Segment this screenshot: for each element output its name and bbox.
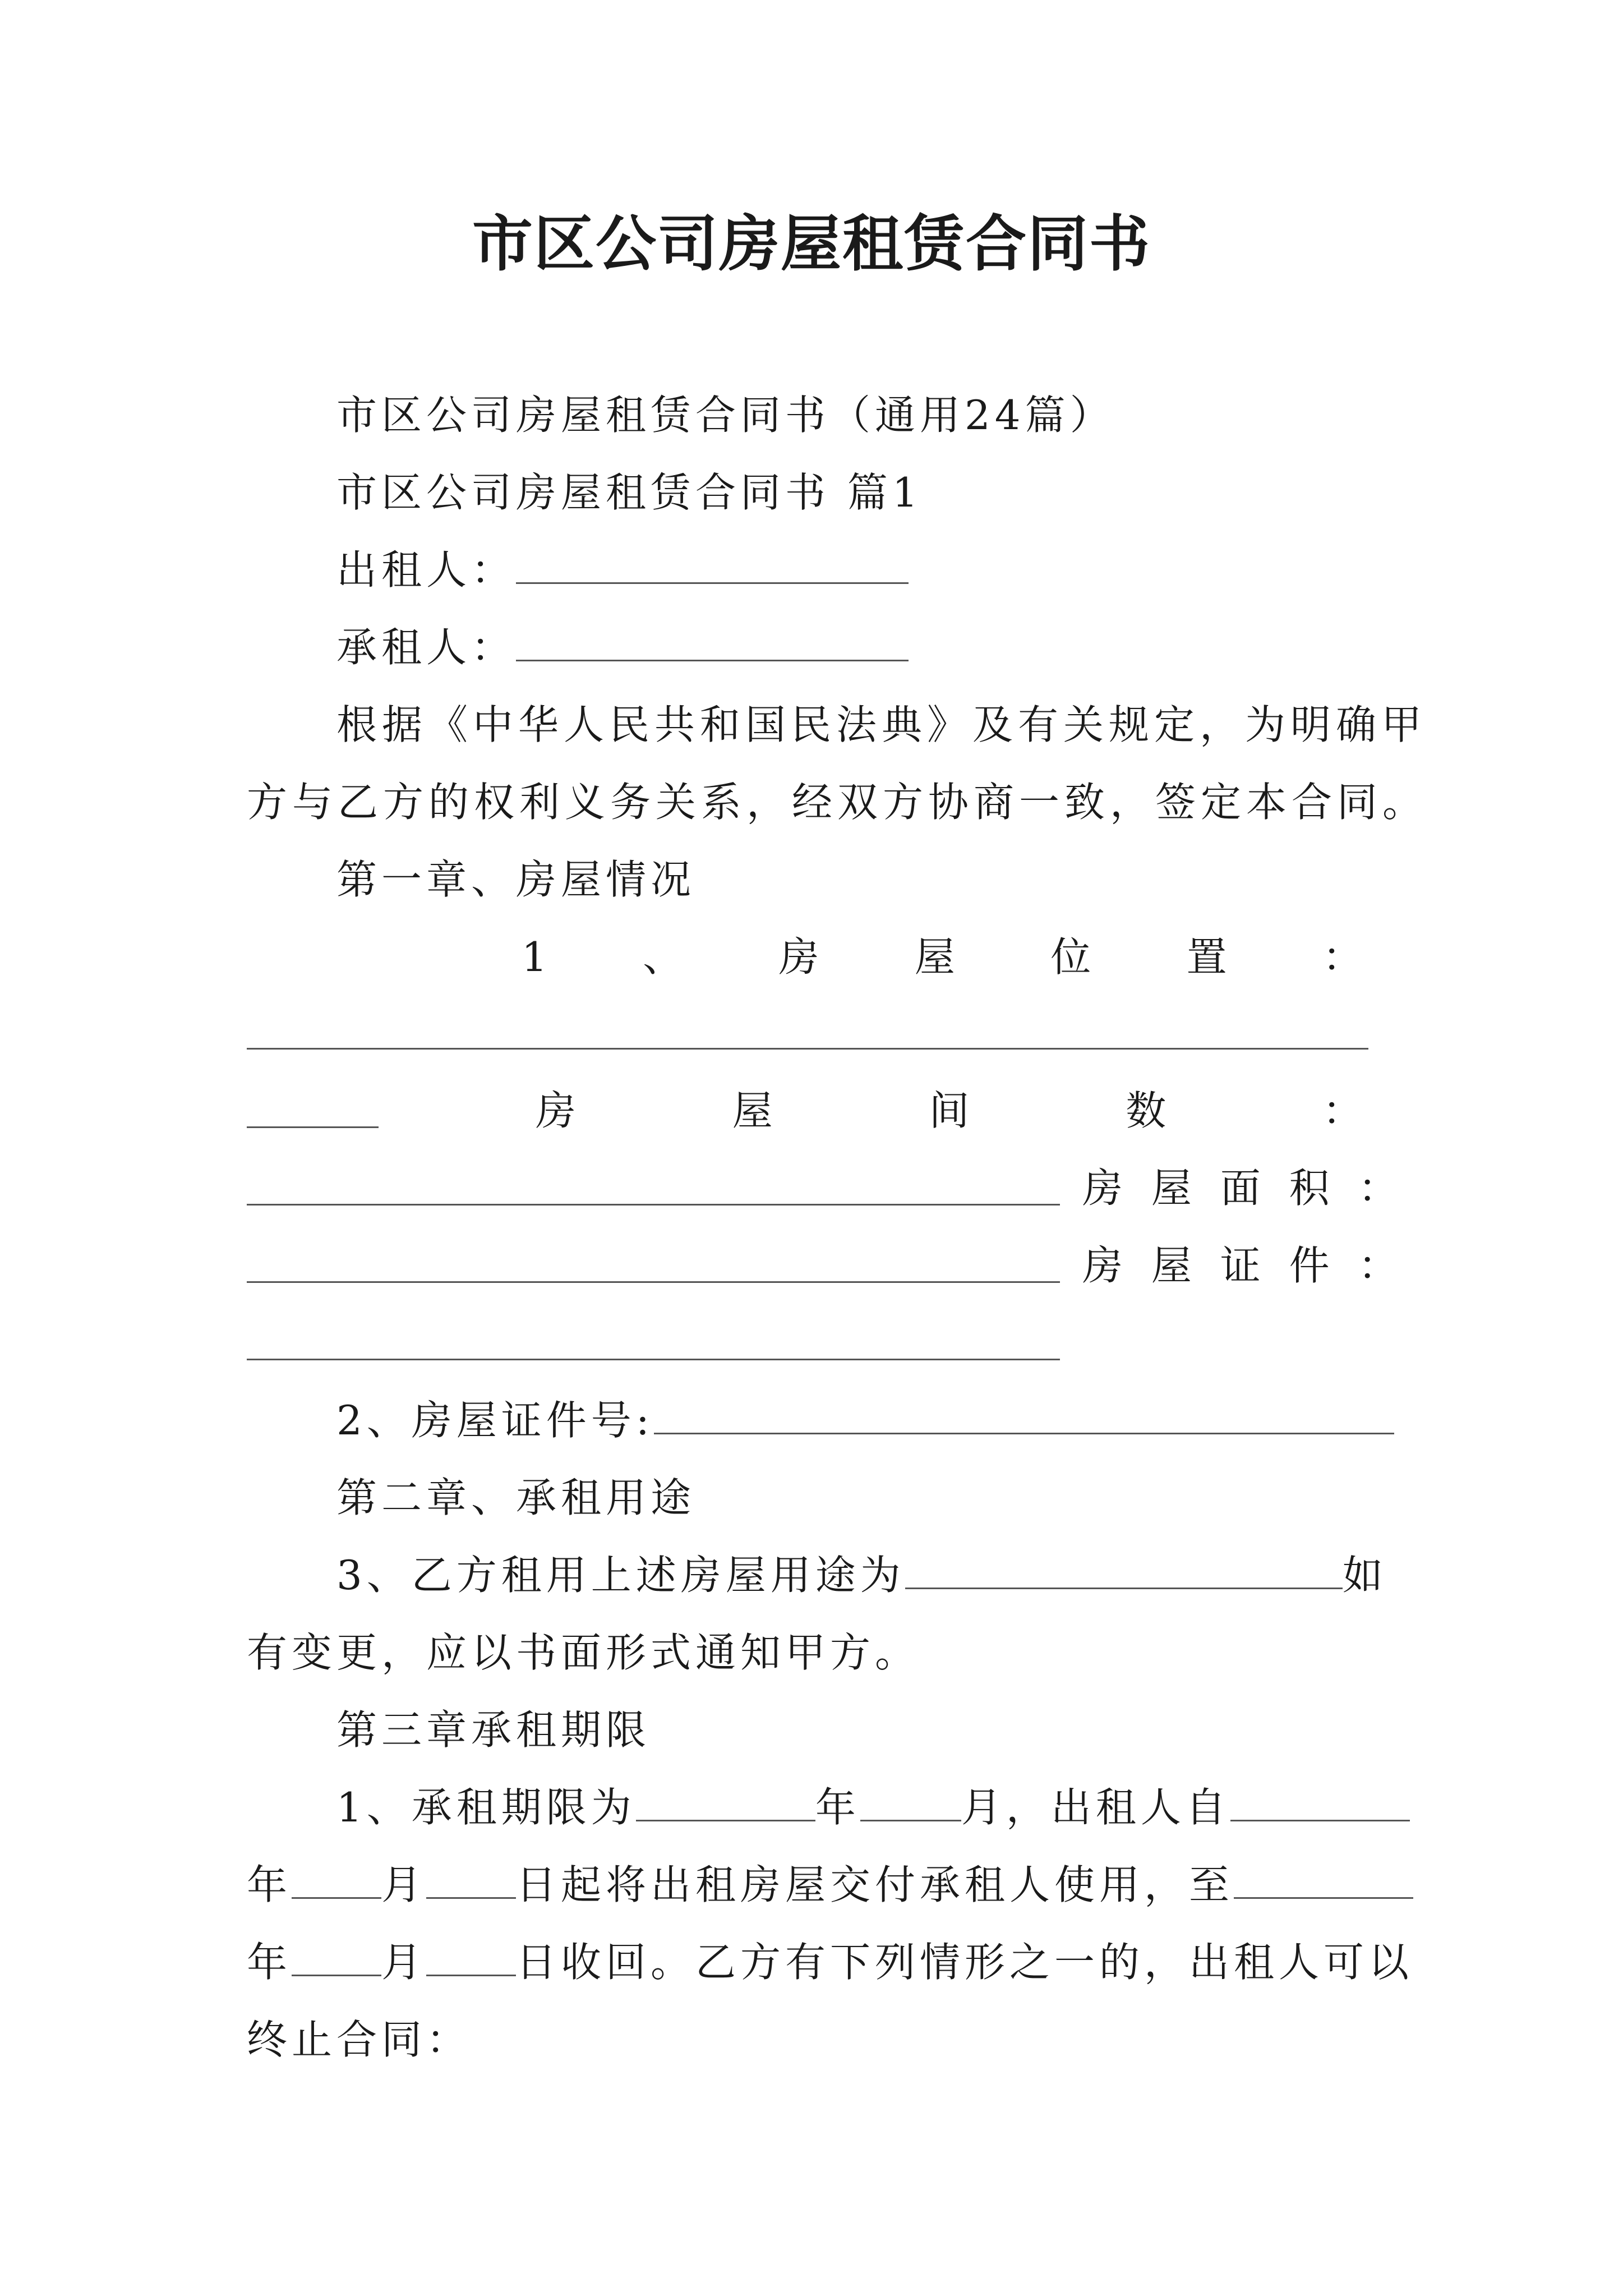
rooms-blank [247,1204,1060,1205]
item-1-part: 位 [1050,933,1091,981]
item-2-label: 2、房屋证件号: [336,1397,654,1444]
item-3-line-2: 有变更，应以书面形式通知甲方。 [247,1629,920,1676]
item-1-part: 、 [643,933,684,981]
cert-blank [247,1359,1060,1360]
term-line-3 [247,1934,1413,1990]
start-day-blank [426,1857,516,1899]
lessor-line [336,542,909,598]
cert-label: 房 屋 证 件 ： [1082,1242,1407,1289]
term-1-text-c: 月，出租人自 [961,1784,1230,1831]
term-years-blank [636,1779,815,1821]
lessee-label: 承租人： [336,624,517,671]
end-year-blank [1234,1857,1413,1899]
area-label: 房 屋 面 积 ： [1082,1165,1407,1212]
rooms-part: 房 [536,1087,577,1134]
lessee-blank [516,619,909,661]
rooms-part: ： [1322,1087,1363,1134]
term-3-text-a: 年 [247,1939,292,1986]
chapter-1-heading: 第一章、房屋情况 [336,856,696,903]
location-blank [247,1048,1368,1050]
lessor-blank [516,542,909,584]
item-3-line [336,1547,1387,1603]
rooms-part: 数 [1126,1087,1166,1134]
end-day-blank [426,1934,516,1976]
lessee-line [336,619,909,675]
rooms-part: 间 [929,1087,970,1134]
item-1-part: 1 [522,933,547,981]
item-1-part: 房 [778,933,819,981]
rooms-part: 屋 [732,1087,773,1134]
term-1-text-b: 年 [815,1784,860,1831]
term-months-blank [860,1779,961,1821]
rooms-prefix-blank [247,1126,379,1128]
item-1-part: 屋 [914,933,955,981]
lessor-label: 出租人： [336,546,517,593]
term-2-text-a: 年 [247,1861,292,1908]
term-2-text-c: 日起将出租房屋交付承租人使用，至 [516,1861,1234,1908]
term-line-1 [336,1779,1410,1835]
term-line-2 [247,1857,1413,1913]
item-1-part: ： [1322,933,1363,981]
document-subtitle: 市区公司房屋租赁合同书（通用24篇） [336,392,1115,439]
chapter-2-heading: 第二章、承租用途 [336,1474,696,1521]
term-2-text-b: 月 [381,1861,427,1908]
item-1-house-location [522,929,1363,985]
rooms-count-line [536,1083,1363,1139]
chapter-3-heading: 第三章承租期限 [336,1706,651,1754]
item-3-prefix: 3、乙方租用上述房屋用途为 [336,1552,905,1599]
area-blank [247,1281,1060,1283]
usage-blank [905,1547,1343,1589]
section-heading: 市区公司房屋租赁合同书 篇1 [336,469,923,516]
start-year-blank [1230,1779,1410,1821]
start-month-blank [292,1857,381,1899]
item-3-suffix: 如 [1342,1552,1387,1599]
intro-line-1: 根据《中华人民共和国民法典》及有关规定，为明确甲 [336,701,1427,748]
item-1-part: 置 [1186,933,1227,981]
item-2-line [336,1392,1394,1448]
term-3-text-c: 日收回。乙方有下列情形之一的，出租人可以 [516,1939,1414,1986]
end-month-blank [292,1934,381,1976]
cert-number-blank [654,1392,1394,1434]
document-title: 市区公司房屋租赁合同书 [472,209,1151,279]
intro-line-2: 方与乙方的权利义务关系，经双方协商一致，签定本合同。 [247,779,1428,826]
term-line-4: 终止合同： [247,2016,472,2063]
term-1-text-a: 1、承租期限为 [336,1784,636,1831]
term-3-text-b: 月 [381,1939,427,1986]
